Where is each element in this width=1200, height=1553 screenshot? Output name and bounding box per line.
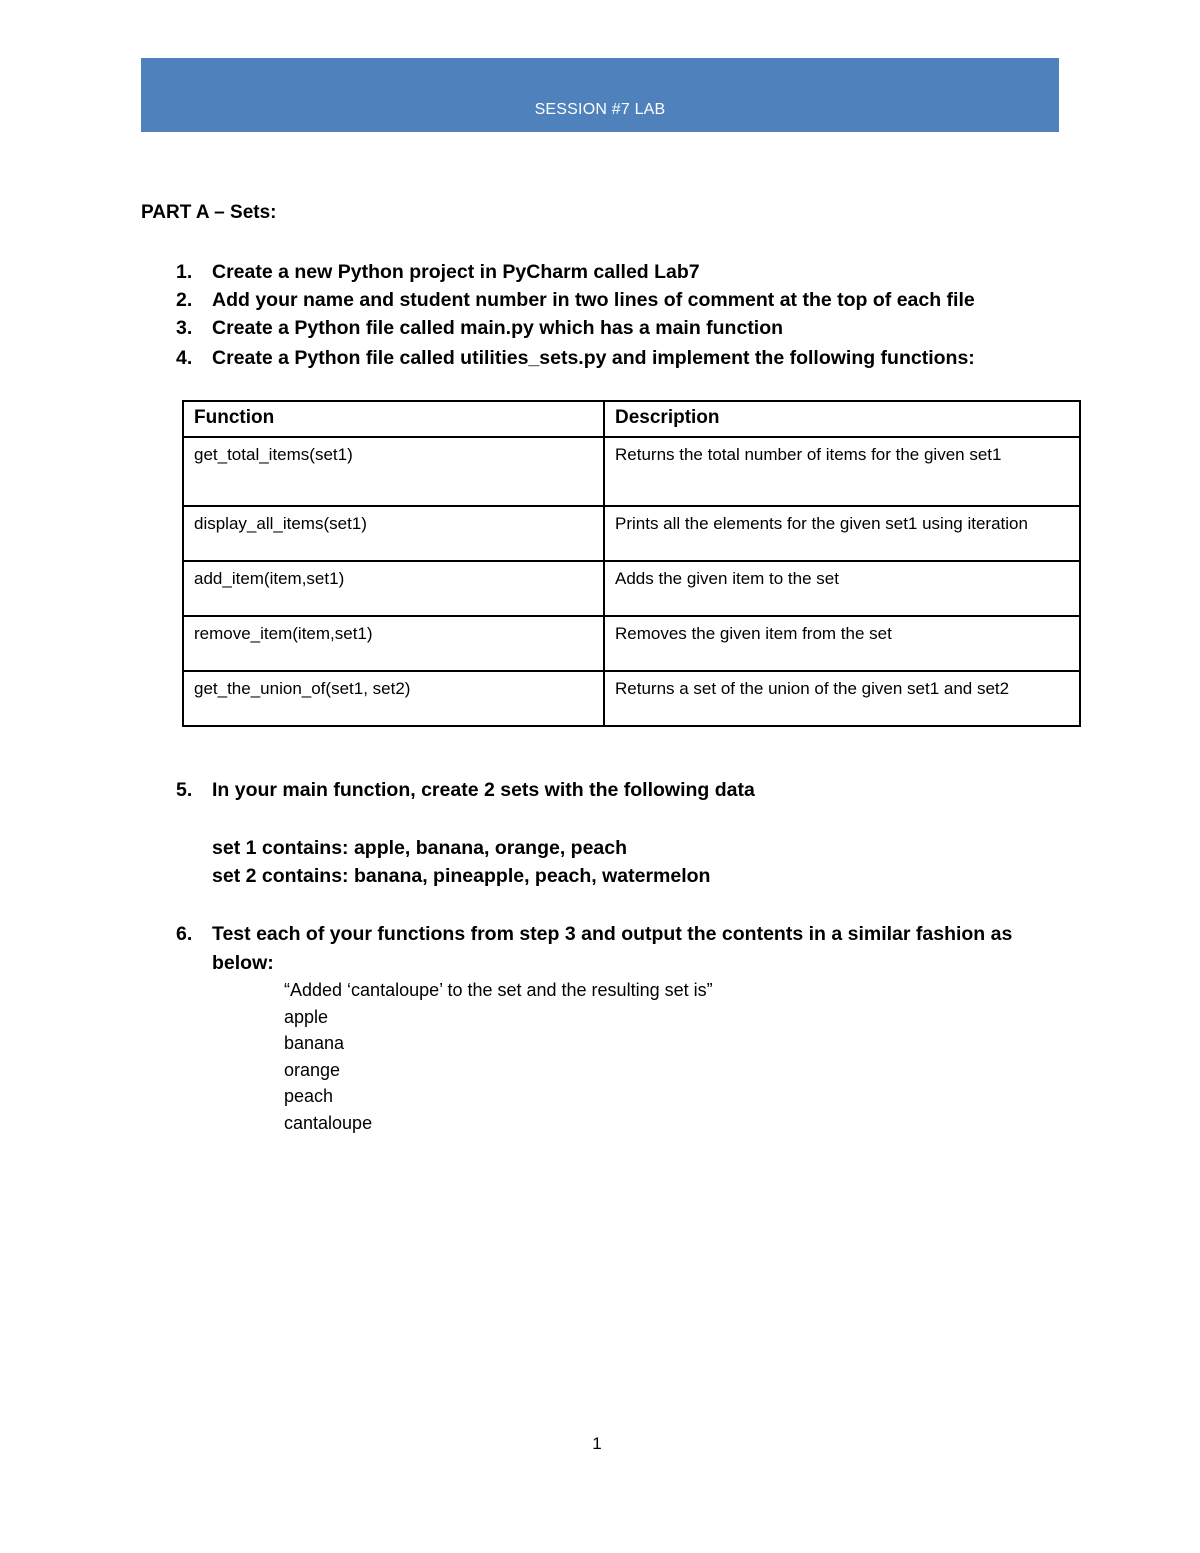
description-cell: Prints all the elements for the given set1 using iteration (604, 506, 1080, 561)
example-line: peach (284, 1086, 334, 1107)
example-line: cantaloupe (284, 1112, 373, 1133)
description-cell: Returns a set of the union of the given set1 and set2 (604, 671, 1080, 726)
step-number: 1. (176, 261, 193, 283)
page-number: 1 (592, 1434, 602, 1453)
table-header-description: Description (604, 401, 1080, 437)
description-cell: Returns the total number of items for the given set1 (604, 437, 1080, 506)
table-header-row (183, 401, 1080, 437)
function-cell: display_all_items(set1) (183, 506, 604, 561)
step-text: Add your name and student number in two lines of comment at the top of each file (212, 289, 975, 311)
header-title: SESSION #7 LAB (534, 101, 666, 118)
example-line: apple (284, 1006, 329, 1027)
part-a-heading: PART A – Sets: (141, 202, 277, 223)
table-row (183, 437, 1080, 506)
set-2-line: set 2 contains: banana, pineapple, peach, watermelon (212, 865, 711, 887)
description-cell: Removes the given item from the set (604, 616, 1080, 671)
function-cell: remove_item(item,set1) (183, 616, 604, 671)
table-row (183, 561, 1080, 616)
step-text: In your main function, create 2 sets with the following data (212, 779, 755, 801)
table-row (183, 506, 1080, 561)
step-number: 2. (176, 289, 193, 311)
set-1-line: set 1 contains: apple, banana, orange, peach (212, 837, 628, 859)
step-text: Test each of your functions from step 3 and output the contents in a similar fashion as below: (212, 923, 1013, 974)
step-number: 6. (176, 923, 193, 945)
function-cell: get_the_union_of(set1, set2) (183, 671, 604, 726)
step-number: 3. (176, 317, 193, 339)
table-row (183, 671, 1080, 726)
header-bar (141, 58, 1059, 132)
step-text: Create a Python file called main.py which has a main function (212, 317, 784, 339)
example-line: orange (284, 1059, 341, 1080)
step-text: Create a new Python project in PyCharm called Lab7 (212, 261, 700, 283)
function-cell: add_item(item,set1) (183, 561, 604, 616)
function-cell: get_total_items(set1) (183, 437, 604, 506)
step-number: 5. (176, 779, 193, 801)
table-row (183, 616, 1080, 671)
functions-table (182, 400, 1081, 727)
description-cell: Adds the given item to the set (604, 561, 1080, 616)
table-header-function: Function (183, 401, 604, 437)
example-line: banana (284, 1033, 345, 1054)
example-output (284, 977, 713, 1137)
step-number: 4. (176, 347, 193, 369)
step-text: Create a Python file called utilities_sets.py and implement the following functions: (212, 347, 975, 369)
example-line: “Added ‘cantaloupe’ to the set and the resulting set is” (284, 980, 713, 1000)
